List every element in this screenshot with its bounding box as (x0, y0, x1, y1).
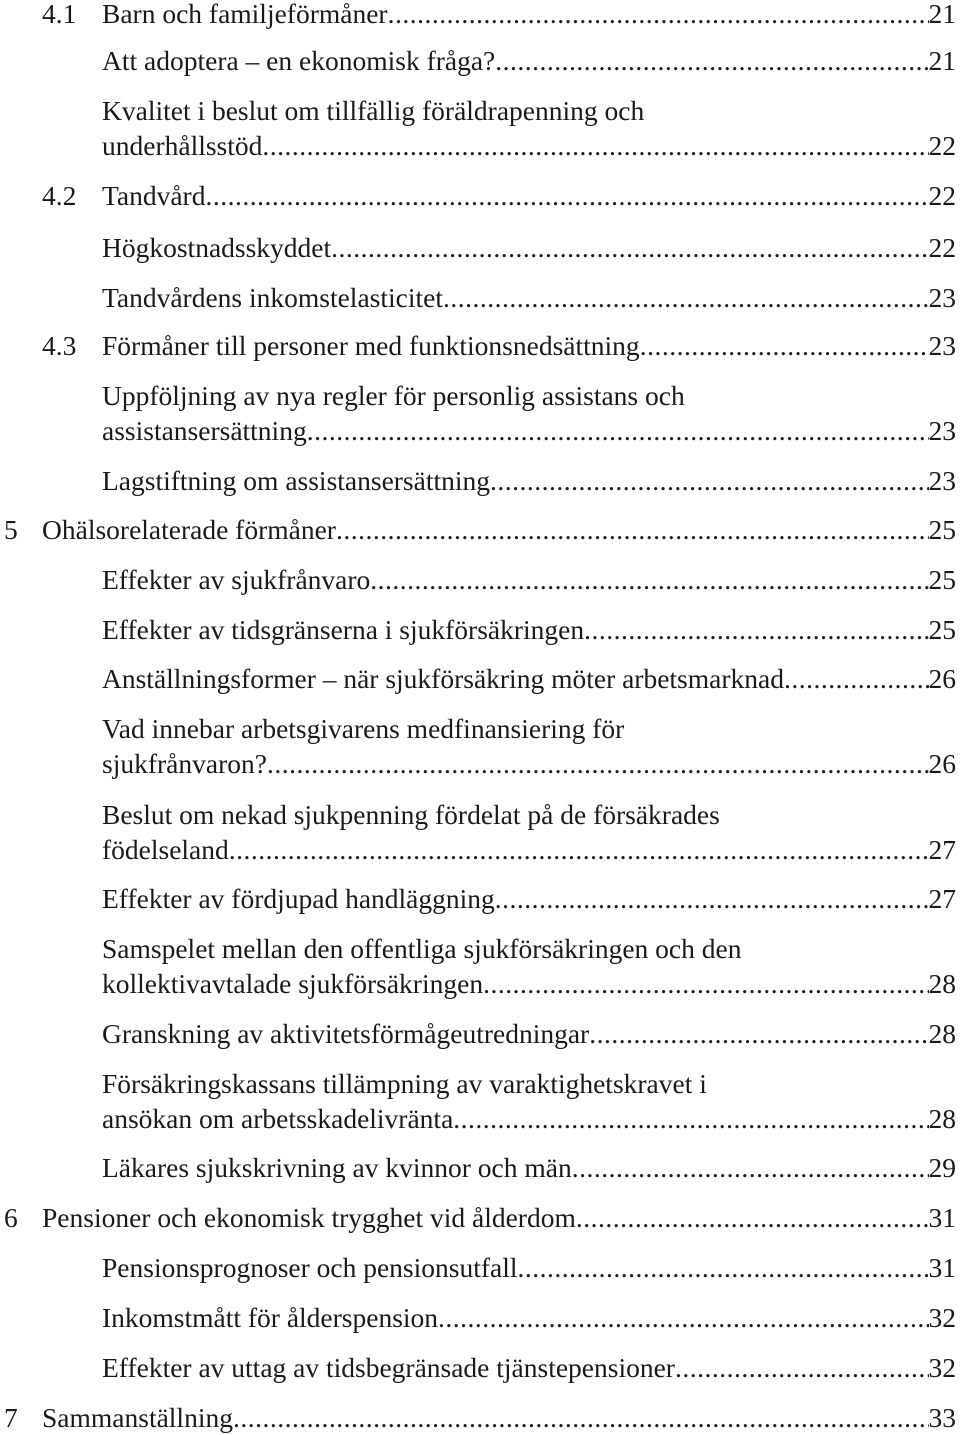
toc-entry-line (102, 881, 956, 916)
toc-entry-line (102, 612, 956, 647)
toc-page-number: 25 (928, 514, 956, 545)
toc-entry-line (102, 128, 956, 163)
toc-page-number: 22 (928, 232, 956, 263)
toc-page-number: 28 (928, 968, 956, 999)
toc-entry-line (102, 966, 956, 1001)
toc-entry-line (102, 1016, 956, 1051)
toc-entry[interactable] (0, 328, 956, 363)
toc-entry-line (102, 230, 956, 265)
toc-entry-line (102, 413, 956, 448)
toc-page-number: 29 (928, 1152, 956, 1183)
toc-entry-title: Sammanställning (42, 1402, 233, 1433)
dot-leader (490, 463, 928, 498)
toc-entry[interactable] (0, 93, 956, 163)
dot-leader (205, 178, 928, 213)
toc-entry-title: Ohälsorelaterade förmåner (42, 514, 336, 545)
toc-entry[interactable] (0, 562, 956, 597)
toc-entry[interactable] (0, 43, 956, 78)
toc-page-number: 32 (928, 1302, 956, 1333)
toc-entry-body (42, 512, 956, 547)
toc-page-number: 23 (928, 415, 956, 446)
toc-entry-body (102, 178, 956, 213)
toc-page-number: 25 (928, 614, 956, 645)
toc-entry-body (102, 463, 956, 498)
toc-entry-line (102, 931, 956, 966)
toc-entry-title: Granskning av aktivitetsförmågeutredningar (102, 1018, 590, 1049)
toc-entry-title: assistansersättning (102, 415, 307, 446)
toc-entry-title: födelseland (102, 834, 229, 865)
toc-entry[interactable] (0, 230, 956, 265)
toc-entry-body (102, 378, 956, 448)
dot-leader (589, 1016, 928, 1051)
toc-entry[interactable] (0, 881, 956, 916)
dot-leader (572, 1150, 929, 1185)
toc-entry-title: kollektivavtalade sjukförsäkringen (102, 968, 484, 999)
toc-entry-body (102, 1250, 956, 1285)
dot-leader (495, 43, 928, 78)
toc-entry-title: Lagstiftning om assistansersättning (102, 465, 491, 496)
toc-entry-line (102, 711, 956, 746)
toc-entry-line (102, 93, 956, 128)
toc-page-number: 22 (928, 180, 956, 211)
toc-entry-line (42, 512, 956, 547)
toc-page-number: 23 (928, 330, 956, 361)
dot-leader (370, 562, 928, 597)
toc-entry-title: sjukfrånvaron? (102, 748, 267, 779)
toc-entry-title: Inkomstmått för ålderspension (102, 1302, 439, 1333)
dot-leader (483, 966, 928, 1001)
toc-entry-line (102, 832, 956, 867)
toc-entry-body (102, 931, 956, 1001)
toc-entry-title: Effekter av tidsgränserna i sjukförsäkringen (102, 614, 585, 645)
toc-entry-title: Effekter av fördjupad handläggning (102, 883, 495, 914)
toc-entry[interactable] (0, 1016, 956, 1051)
toc-entry-line (102, 746, 956, 781)
toc-entry-body (102, 0, 956, 31)
toc-entry-title: Tandvårdens inkomstelasticitet (102, 282, 443, 313)
toc-entry-number: 7 (4, 1402, 18, 1433)
toc-page-number: 21 (928, 45, 956, 76)
toc-entry[interactable] (0, 661, 956, 696)
toc-entry-body (102, 797, 956, 867)
toc-entry[interactable] (0, 178, 956, 213)
toc-entry-title: Effekter av sjukfrånvaro (102, 564, 371, 595)
toc-page-number: 23 (928, 465, 956, 496)
toc-entry[interactable] (0, 1400, 956, 1435)
toc-entry-title: Försäkringskassans tillämpning av varaktighetskravet i (102, 1068, 707, 1099)
toc-entry[interactable] (0, 463, 956, 498)
toc-entry-title: Högkostnadsskyddet (102, 232, 332, 263)
toc-entry[interactable] (0, 931, 956, 1001)
toc-entry[interactable] (0, 280, 956, 315)
toc-entry-title: Uppföljning av nya regler för personlig assistans och (102, 380, 685, 411)
toc-entry-body (102, 1300, 956, 1335)
toc-page-number: 23 (928, 282, 956, 313)
toc-entry-title: Läkares sjukskrivning av kvinnor och män (102, 1152, 572, 1183)
toc-entry[interactable] (0, 797, 956, 867)
toc-entry-line (102, 562, 956, 597)
toc-page-number: 31 (928, 1252, 956, 1283)
dot-leader (518, 1250, 929, 1285)
toc-page-number: 27 (928, 834, 956, 865)
toc-entry-title: underhållsstöd (102, 130, 263, 161)
toc-page-number: 26 (928, 748, 956, 779)
toc-entry-title: Kvalitet i beslut om tillfällig föräldrapenning och (102, 95, 645, 126)
dot-leader (336, 512, 929, 547)
toc-entry-line (102, 378, 956, 413)
toc-entry-title: Samspelet mellan den offentliga sjukförsäkringen och den (102, 933, 742, 964)
toc-entry-number: 6 (4, 1202, 18, 1233)
toc-entry-body (102, 881, 956, 916)
toc-entry-line (102, 178, 956, 213)
toc-page-number: 27 (928, 883, 956, 914)
toc-entry[interactable] (0, 378, 956, 448)
toc-entry-line (102, 0, 956, 31)
toc-entry-body (102, 1350, 956, 1385)
toc-entry-number: 5 (4, 514, 18, 545)
dot-leader (267, 746, 929, 781)
toc-entry-line (42, 1400, 956, 1435)
toc-entry-title: ansökan om arbetsskadelivränta (102, 1103, 454, 1134)
toc-entry-title: Förmåner till personer med funktionsnedsättning (102, 330, 640, 361)
toc-entry-body (102, 612, 956, 647)
toc-entry[interactable] (0, 1200, 956, 1235)
toc-entry[interactable] (0, 612, 956, 647)
toc-entry-body (102, 661, 956, 696)
toc-page-number: 33 (928, 1402, 956, 1433)
dot-leader (438, 1300, 928, 1335)
toc-page-number: 32 (928, 1352, 956, 1383)
toc-entry-line (102, 1150, 956, 1185)
dot-leader (233, 1400, 929, 1435)
toc-page-number: 31 (928, 1202, 956, 1233)
toc-entry-number: 4.2 (42, 180, 77, 211)
dot-leader (640, 328, 929, 363)
toc-entry-title: Tandvård (102, 180, 206, 211)
toc-entry[interactable] (0, 1350, 956, 1385)
toc-entry-body (42, 1200, 956, 1235)
toc-entry-body (102, 328, 956, 363)
toc-entry-number: 4.3 (42, 330, 77, 361)
toc-entry[interactable] (0, 0, 956, 31)
dot-leader (584, 612, 928, 647)
toc-entry-title: Barn och familjeförmåner (102, 0, 388, 29)
toc-entry-title: Anställningsformer – när sjukförsäkring möter arbetsmarknad (102, 663, 784, 694)
toc-entry[interactable] (0, 711, 956, 781)
toc-entry-body (102, 562, 956, 597)
toc-entry-body (102, 1066, 956, 1136)
toc-entry-line (42, 1200, 956, 1235)
toc-entry-line (102, 43, 956, 78)
toc-entry-title: Pensioner och ekonomisk trygghet vid ålderdom (42, 1202, 576, 1233)
dot-leader (675, 1350, 929, 1385)
toc-page-number: 21 (928, 0, 956, 29)
toc-entry-body (102, 1150, 956, 1185)
toc-entry-number: 4.1 (42, 0, 77, 29)
toc-entry-line (102, 1350, 956, 1385)
dot-leader (388, 0, 929, 31)
toc-page-number: 28 (928, 1103, 956, 1134)
toc-entry-title: Pensionsprognoser och pensionsutfall (102, 1252, 518, 1283)
toc-page-number: 28 (928, 1018, 956, 1049)
toc-entry-title: Beslut om nekad sjukpenning fördelat på de försäkrades (102, 799, 720, 830)
toc-entry-title: Att adoptera – en ekonomisk fråga? (102, 45, 496, 76)
toc-entry-line (102, 280, 956, 315)
toc-entry-title: Effekter av uttag av tidsbegränsade tjänstepensioner (102, 1352, 675, 1383)
toc-page-number: 22 (928, 130, 956, 161)
dot-leader (262, 128, 928, 163)
toc-entry-body (102, 1016, 956, 1051)
dot-leader (784, 661, 929, 696)
dot-leader (495, 881, 929, 916)
dot-leader (443, 280, 929, 315)
dot-leader (307, 413, 929, 448)
dot-leader (576, 1200, 929, 1235)
toc-entry[interactable] (0, 1066, 956, 1136)
dot-leader (331, 230, 928, 265)
toc-entry-line (102, 463, 956, 498)
toc-entry-line (102, 1300, 956, 1335)
toc-entry-body (42, 1400, 956, 1435)
toc-entry-line (102, 1101, 956, 1136)
dot-leader (453, 1101, 928, 1136)
toc-entry-line (102, 328, 956, 363)
dot-leader (229, 832, 929, 867)
toc-entry-body (102, 280, 956, 315)
toc-entry-title: Vad innebar arbetsgivarens medfinansiering för (102, 713, 625, 744)
toc-page-number: 25 (928, 564, 956, 595)
toc-entry-line (102, 797, 956, 832)
toc-entry-line (102, 1250, 956, 1285)
toc-entry[interactable] (0, 1250, 956, 1285)
toc-entry-body (102, 93, 956, 163)
toc-entry-line (102, 661, 956, 696)
toc-entry[interactable] (0, 1150, 956, 1185)
toc-entry[interactable] (0, 1300, 956, 1335)
toc-entry[interactable] (0, 512, 956, 547)
toc-entry-line (102, 1066, 956, 1101)
toc-entry-body (102, 43, 956, 78)
toc-page-number: 26 (928, 663, 956, 694)
toc-entry-body (102, 711, 956, 781)
toc-entry-body (102, 230, 956, 265)
